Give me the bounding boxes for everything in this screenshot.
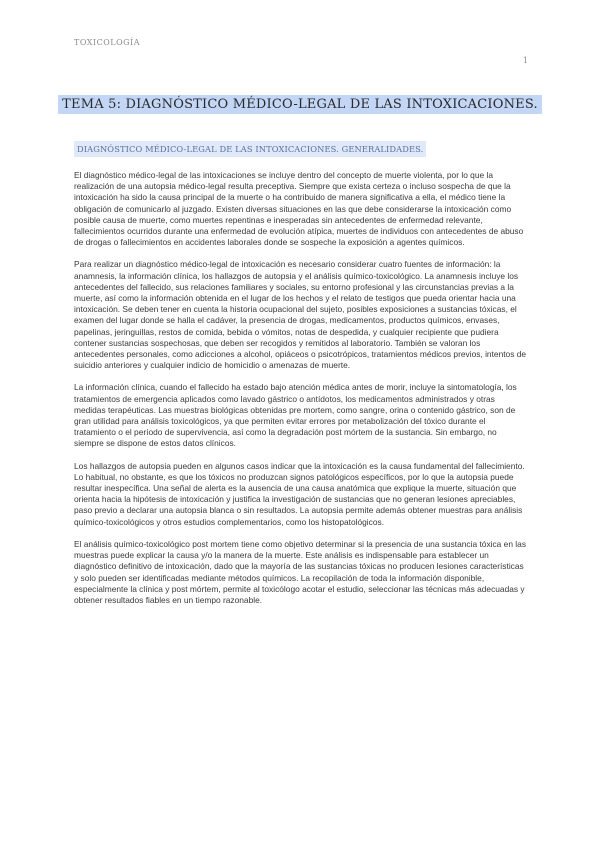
paragraph-5: El análisis químico-toxicológico post mortem tiene como objetivo determinar si la presencia de una sustancia tóxica en las muestras puede explicar la causa y/o la manera de la muerte. Este análisis es indispensable para establecer un diagnóstico definitivo de intoxicación, dado que la mayoría de las sustancias tóxicas no producen lesiones características y solo pueden ser identificadas mediante métodos químicos. La recopilación de toda la información disponible, especialmente la clínica y post mórtem, permite al toxicólogo acotar el estudio, seleccionar las técnicas más adecuadas y obtener resultados fiables en un tiempo razonable.: [74, 538, 527, 605]
paragraph-1: El diagnóstico médico-legal de las intoxicaciones se incluye dentro del concepto de muerte violenta, por lo que la realización de una autopsia médico-legal resulta preceptiva. Siempre que exista certeza o incluso sospecha de que la intoxicación ha sido la causa principal de la muerte o ha contribuido de manera significativa a ella, el médico tiene la obligación de comunicarlo al juzgado. Existen diversas situaciones en las que debe considerarse la intoxicación como posible causa de muerte, como muertes repentinas e inesperadas sin antecedentes de enfermedad relevante, fallecimientos ocurridos durante una enfermedad de evolución atípica, muertes de individuos con antecedentes de abuso de drogas o fallecimientos en accidentes laborales donde se sospeche la exposición a agentes químicos.: [74, 170, 524, 248]
paragraph-3: La información clínica, cuando el fallecido ha estado bajo atención médica antes de morir, incluye la sintomatología, los tratamientos de emergencia aplicados como lavado gástrico o antídotos, los medicamentos administrados y otras medidas terapéuticas. Las muestras biológicas obtenidas pre mortem, como sangre, orina o contenido gástrico, son de gran utilidad para análisis toxicológicos, ya que permiten evitar errores por metabolización del tóxico durante el tratamiento o el período de supervivencia, así como la degradación post mórtem de la sustancia. Sin embargo, no siempre se dispone de estos datos clínicos.: [74, 382, 517, 449]
section-heading: DIAGNÓSTICO MÉDICO-LEGAL DE LAS INTOXICACIONES. GENERALIDADES.: [74, 141, 426, 157]
title-container: [0, 95, 600, 114]
subtitle-container: [74, 139, 426, 157]
document-body: [74, 170, 528, 617]
running-header: TOXICOLOGÍA: [74, 38, 140, 47]
paragraph-4: Los hallazgos de autopsia pueden en algunos casos indicar que la intoxicación es la causa fundamental del fallecimiento. Lo habitual, no obstante, es que los tóxicos no produzcan signos patológicos específicos, por lo que la autopsia puede resultar inespecífica. Una señal de alerta es la ausencia de una causa anatómica que explique la muerte, situación que orienta hacia la hipótesis de intoxicación y justifica la investigación de sustancias que no generan lesiones apreciables, paso previo a declarar una autopsia blanca o sin resultados. La autopsia permite además obtener muestras para análisis químico-toxicológicos y otros estudios complementarios, como los histopatológicos.: [74, 460, 525, 527]
page-title: TEMA 5: DIAGNÓSTICO MÉDICO-LEGAL DE LAS INTOXICACIONES.: [58, 95, 542, 114]
page-number: 1: [522, 56, 528, 65]
paragraph-2: Para realizar un diagnóstico médico-legal de intoxicación es necesario considerar cuatro fuentes de información: la anamnesis, la información clínica, los hallazgos de autopsia y el análisis químico-toxicológico. La anamnesis incluye los antecedentes del fallecido, sus relaciones familiares y sociales, su entorno profesional y las circunstancias previas a la muerte, así como la información obtenida en el lugar de los hechos y el relato de testigos que pueda orientar hacia una intoxicación. Se deben tener en cuenta la historia ocupacional del sujeto, posibles exposiciones a sustancias tóxicas, el examen del lugar donde se halla el cadáver, la presencia de drogas, medicamentos, productos químicos, envases, papelinas, jeringuillas, restos de comida, bebida o vómitos, notas de despedida, y cualquier recipiente que pudiera contener sustancias sospechosas, que deben ser recogidos y remitidos al laboratorio. También se valoran los antecedentes personales, como adicciones a alcohol, opiáceos o psicotrópicos, tratamientos médicos previos, intentos de suicidio anteriores y cualquier indicio de homicidio o amenazas de muerte.: [74, 259, 527, 371]
